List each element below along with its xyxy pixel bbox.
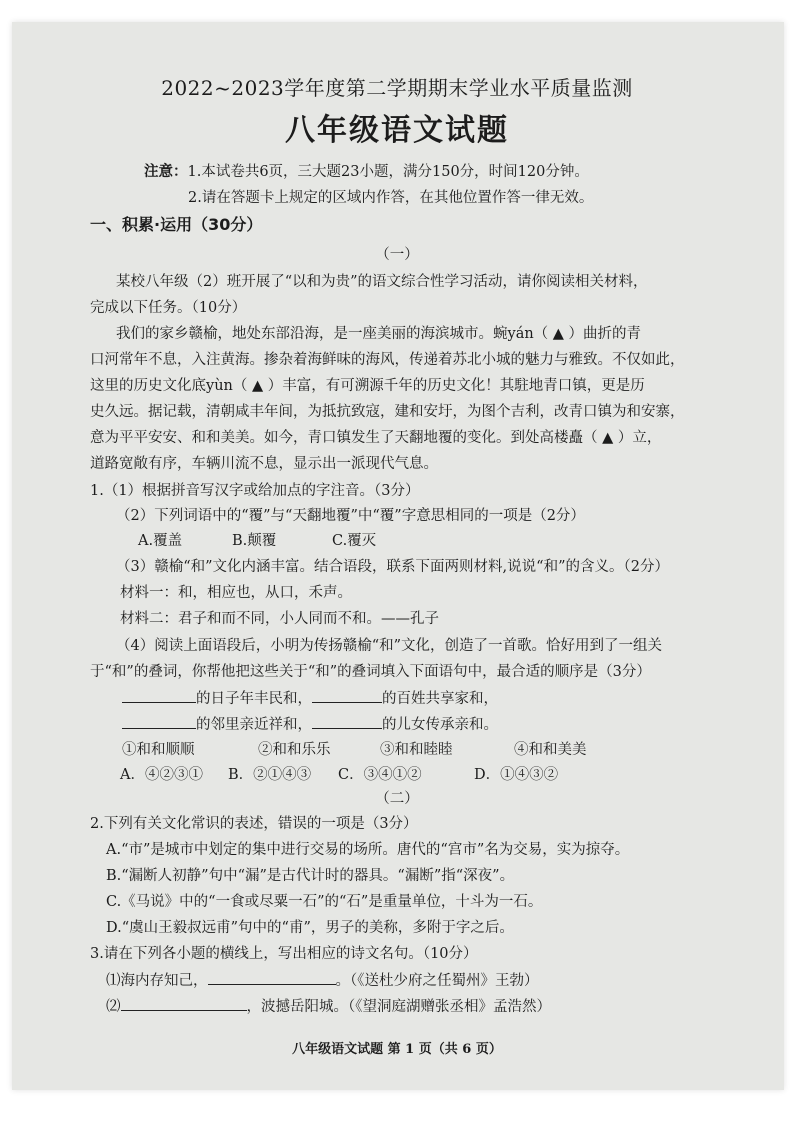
section-1-title: 一、积累·运用（30分）	[90, 215, 263, 234]
q1-2-option-c: C.覆灭	[332, 533, 377, 549]
q2-option-b: B.“漏断人初静”句中“漏”是古代计时的器具。“漏断”指“深夜”。	[106, 868, 515, 884]
passage-line-3: 这里的历史文化底yùn（ ▲ ）丰富，有可溯源千年的历史文化！其駐地青口镇，更是历	[90, 378, 645, 394]
song-text: 的邻里亲近祥和，	[196, 717, 312, 733]
notice-item-1	[144, 162, 589, 182]
song-text: 的百姓共享家和，	[382, 691, 498, 707]
word-option-3: ③和和睦睦	[380, 742, 453, 758]
answer-option-b: B．②①④③	[228, 767, 312, 783]
poem-source: ，波撼岳阳城。（《望洞庭湖赠张丞相》孟浩然）	[246, 999, 551, 1015]
poem-text: ⑵	[106, 999, 121, 1015]
answer-option-c: C．③④①②	[338, 767, 422, 783]
q2-option-d: D.“虞山王毅叔远甫”句中的“甫”，男子的美称，多附于字之后。	[106, 920, 514, 936]
q3-item-1	[106, 970, 539, 991]
song-text: 的日子年丰民和，	[196, 691, 312, 707]
answer-blank[interactable]	[121, 996, 247, 1011]
answer-blank[interactable]	[312, 688, 382, 703]
q2-option-a: A.“市”是城市中划定的集中进行交易的场所。唐代的“宫市”名为交易，实为掠夺。	[106, 842, 630, 858]
answer-option-d: D．①④③②	[474, 767, 559, 783]
q1-2-option-b: B.颠覆	[232, 533, 277, 549]
page-footer: 八年级语文试题 第 1 页（共 6 页）	[292, 1042, 502, 1057]
answer-blank[interactable]	[312, 714, 382, 729]
passage-line-4: 史久远。据记载，清朝咸丰年间，为抵抗致寇，建和安圩，为图个吉利，改青口镇为和安寨，	[90, 404, 685, 420]
q3-item-2	[106, 996, 551, 1017]
question-1-2: （2）下列词语中的“覆”与“天翻地覆”中“覆”字意思相同的一项是（2分）	[116, 508, 585, 524]
answer-option-a: A．④②③①	[120, 767, 203, 783]
exam-title: 2022~2023学年度第二学期期末学业水平质量监测	[161, 76, 633, 100]
word-option-1: ①和和顺顺	[122, 742, 195, 758]
answer-blank[interactable]	[208, 970, 336, 985]
intro-line-2: 完成以下任务。（10分）	[90, 300, 247, 316]
q2-option-c: C.《马说》中的“一食或尽粟一石”的“石”是重量单位，十斗为一石。	[106, 894, 543, 910]
word-option-4: ④和和美美	[514, 742, 587, 758]
part-2-label: （二）	[375, 791, 419, 807]
subject-title: 八年级语文试题	[285, 113, 509, 148]
poem-source: 。（《送杜少府之任蜀州》王勃）	[335, 973, 539, 989]
material-2: 材料二：君子和而不同，小人同而不和。——孔子	[120, 611, 439, 627]
poem-text: ⑴海内存知己，	[106, 973, 208, 989]
question-1-4-line-2: 于“和”的叠词，你帮他把这些关于“和”的叠词填入下面语句中，最合适的顺序是（3分）	[90, 664, 651, 680]
material-1: 材料一：和，相应也，从口，禾声。	[120, 585, 352, 601]
song-line-2	[122, 714, 498, 735]
part-1-label: （一）	[375, 247, 419, 263]
notice-label: 注意：	[144, 163, 188, 180]
question-2: 2.下列有关文化常识的表述，错误的一项是（3分）	[90, 816, 418, 832]
question-1-3: （3）赣榆“和”文化内涵丰富。结合语段，联系下面两则材料,说说“和”的含义。（2分）	[116, 559, 669, 575]
q1-2-option-a: A.覆盖	[138, 533, 183, 549]
song-text: 的儿女传承亲和。	[382, 717, 498, 733]
notice-item-2: 2.请在答题卡上规定的区域内作答，在其他位置作答一律无效。	[188, 190, 594, 206]
answer-blank[interactable]	[122, 714, 196, 729]
intro-line-1: 某校八年级（2）班开展了“以和为贵”的语文综合性学习活动，请你阅读相关材料，	[116, 274, 648, 290]
song-line-1	[122, 688, 498, 709]
passage-line-1: 我们的家乡赣榆，地处东部沿海，是一座美丽的海滨城市。蜿yán（ ▲ ）曲折的青	[116, 326, 642, 342]
word-option-2: ②和和乐乐	[258, 742, 331, 758]
passage-line-2: 口河常年不息，入注黄海。掺杂着海鲜味的海风，传递着苏北小城的魅力与雅致。不仅如此，	[90, 352, 685, 368]
passage-line-6: 道路宽敞有序，车辆川流不息，显示出一派现代气息。	[90, 456, 438, 472]
question-1-1: 1.（1）根据拼音写汉字或给加点的字注音。（3分）	[90, 483, 420, 499]
notice-text-1: 1.本试卷共6页，三大题23小题，满分150分，时间120分钟。	[187, 164, 589, 180]
answer-blank[interactable]	[122, 688, 196, 703]
passage-line-5: 意为平平安安、和和美美。如今，青口镇发生了天翻地覆的变化。到处高楼矗（ ▲ ）立，	[90, 430, 662, 446]
question-3: 3.请在下列各小题的横线上，写出相应的诗文名句。（10分）	[90, 946, 478, 962]
question-1-4-line-1: （4）阅读上面语段后，小明为传扬赣榆“和”文化，创造了一首歌。恰好用到了一组关	[116, 638, 663, 654]
